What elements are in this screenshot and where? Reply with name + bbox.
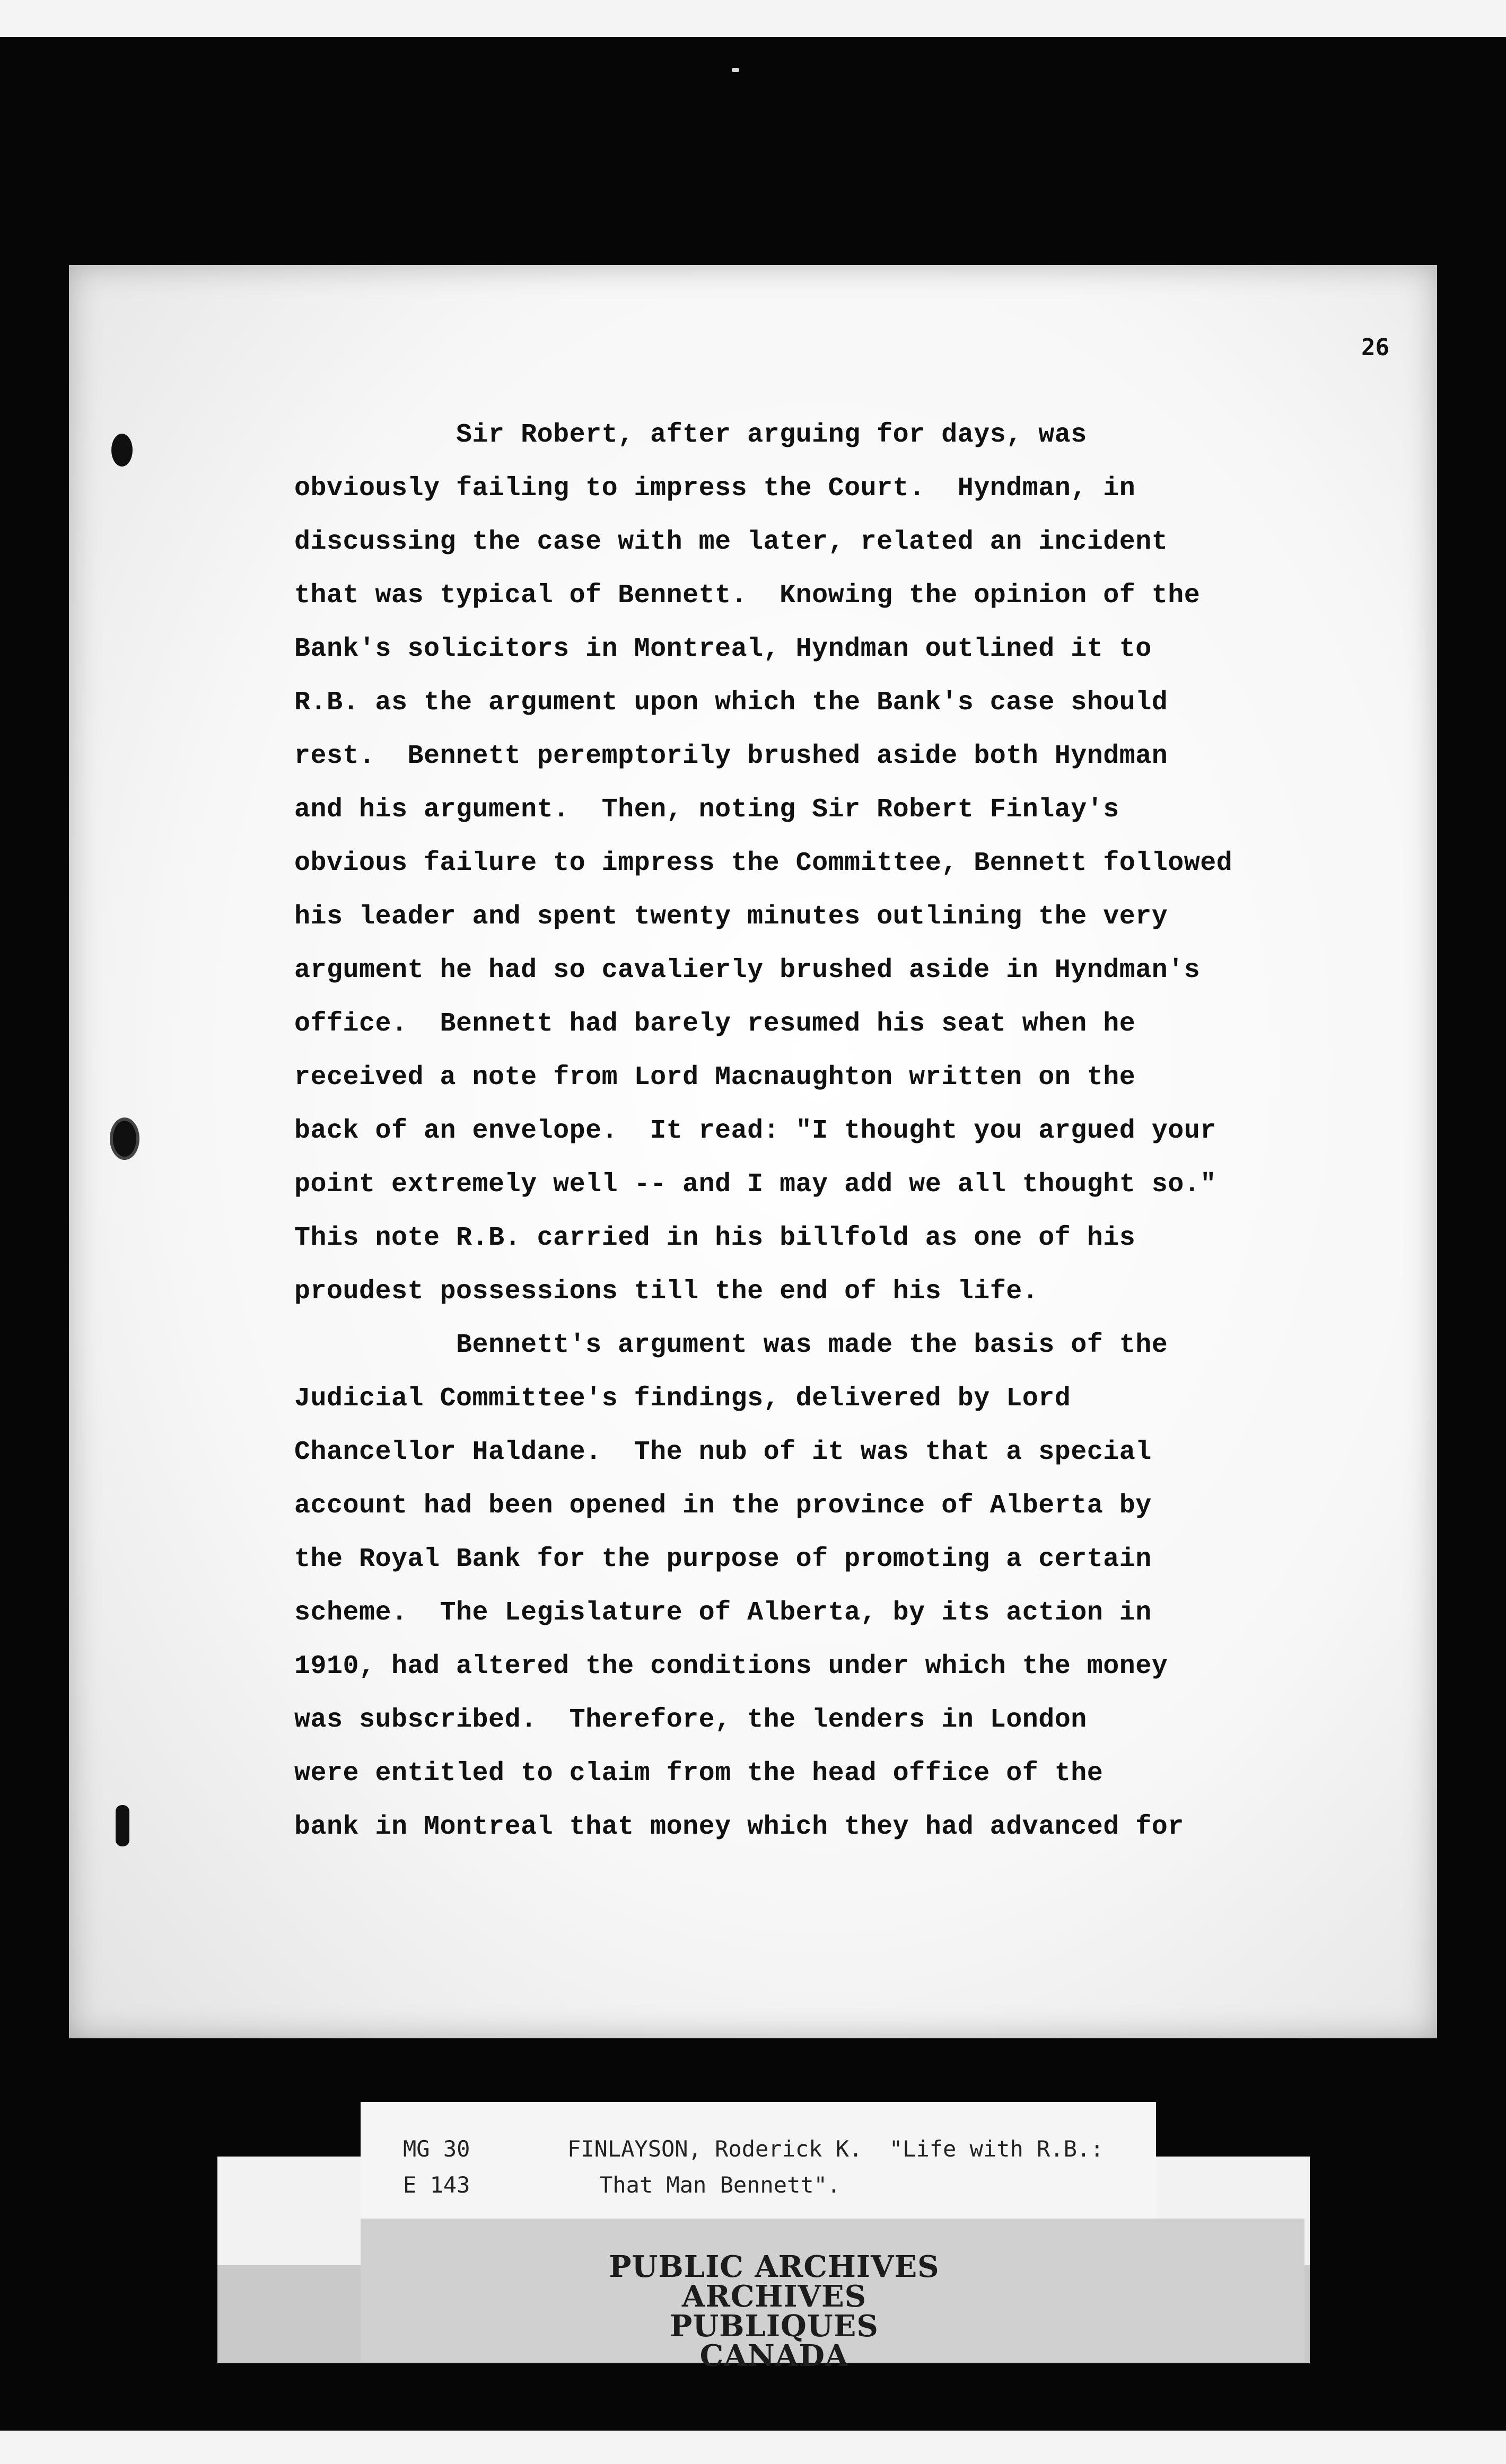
text-line: proudest possessions till the end of his life. bbox=[294, 1277, 1039, 1307]
typed-page bbox=[69, 265, 1437, 2038]
text-line: office. Bennett had barely resumed his seat when he bbox=[294, 1009, 1136, 1039]
caption-volume: E 143 bbox=[403, 2172, 470, 2198]
caption-title-line-1: FINLAYSON, Roderick K. "Life with R.B.: bbox=[567, 2136, 1104, 2162]
text-line: bank in Montreal that money which they had advanced for bbox=[294, 1812, 1184, 1842]
film-top-border bbox=[0, 0, 1506, 37]
text-line: point extremely well -- and I may add we all thought so." bbox=[294, 1169, 1216, 1200]
text-line: his leader and spent twenty minutes outlining the very bbox=[294, 902, 1168, 932]
text-line: received a note from Lord Macnaughton written on the bbox=[294, 1062, 1136, 1093]
caption-manuscript-group: MG 30 bbox=[403, 2136, 470, 2162]
text-line: argument he had so cavalierly brushed aside in Hyndman's bbox=[294, 955, 1201, 985]
text-line: Bank's solicitors in Montreal, Hyndman outlined it to bbox=[294, 634, 1152, 664]
text-line: was subscribed. Therefore, the lenders in London bbox=[294, 1705, 1087, 1735]
text-line: that was typical of Bennett. Knowing the opinion of the bbox=[294, 580, 1201, 611]
text-line: obviously failing to impress the Court. Hyndman, in bbox=[294, 473, 1136, 504]
text-line: rest. Bennett peremptorily brushed aside both Hyndman bbox=[294, 741, 1168, 771]
text-line: scheme. The Legislature of Alberta, by its action in bbox=[294, 1598, 1152, 1628]
text-line: account had been opened in the province of Alberta by bbox=[294, 1491, 1152, 1521]
text-line: and his argument. Then, noting Sir Robert Finlay's bbox=[294, 795, 1119, 825]
text-line: 1910, had altered the conditions under which the money bbox=[294, 1651, 1168, 1682]
caption-title-line-2: That Man Bennett". bbox=[599, 2172, 841, 2198]
stamp-line-2: ARCHIVES PUBLIQUES bbox=[670, 2279, 879, 2344]
text-line: Chancellor Haldane. The nub of it was that a special bbox=[294, 1437, 1152, 1467]
page-number: 26 bbox=[1361, 334, 1389, 361]
body-text bbox=[294, 408, 1381, 1854]
text-line: Judicial Committee's findings, delivered by Lord bbox=[294, 1384, 1071, 1414]
text-line: R.B. as the argument upon which the Bank's case should bbox=[294, 688, 1168, 718]
text-line: obvious failure to impress the Committee, Bennett followed bbox=[294, 848, 1233, 878]
text-line: This note R.B. carried in his billfold as one of his bbox=[294, 1223, 1136, 1253]
film-scratch bbox=[732, 68, 739, 72]
punch-hole-middle bbox=[110, 1117, 139, 1160]
stamp-line-1: PUBLIC ARCHIVES bbox=[609, 2249, 940, 2284]
text-line: discussing the case with me later, related an incident bbox=[294, 527, 1168, 557]
text-line: back of an envelope. It read: "I thought you argued your bbox=[294, 1116, 1216, 1146]
text-line: were entitled to claim from the head office of the bbox=[294, 1758, 1104, 1789]
text-line: Bennett's argument was made the basis of the bbox=[294, 1330, 1168, 1360]
archives-stamp bbox=[573, 2249, 976, 2373]
film-bottom-border bbox=[0, 2431, 1506, 2464]
punch-hole-bottom bbox=[116, 1805, 129, 1846]
punch-hole-top bbox=[111, 434, 133, 467]
text-line: the Royal Bank for the purpose of promoting a certain bbox=[294, 1544, 1152, 1574]
text-line: Sir Robert, after arguing for days, was bbox=[294, 420, 1087, 450]
stamp-line-3: CANADA bbox=[699, 2338, 849, 2373]
